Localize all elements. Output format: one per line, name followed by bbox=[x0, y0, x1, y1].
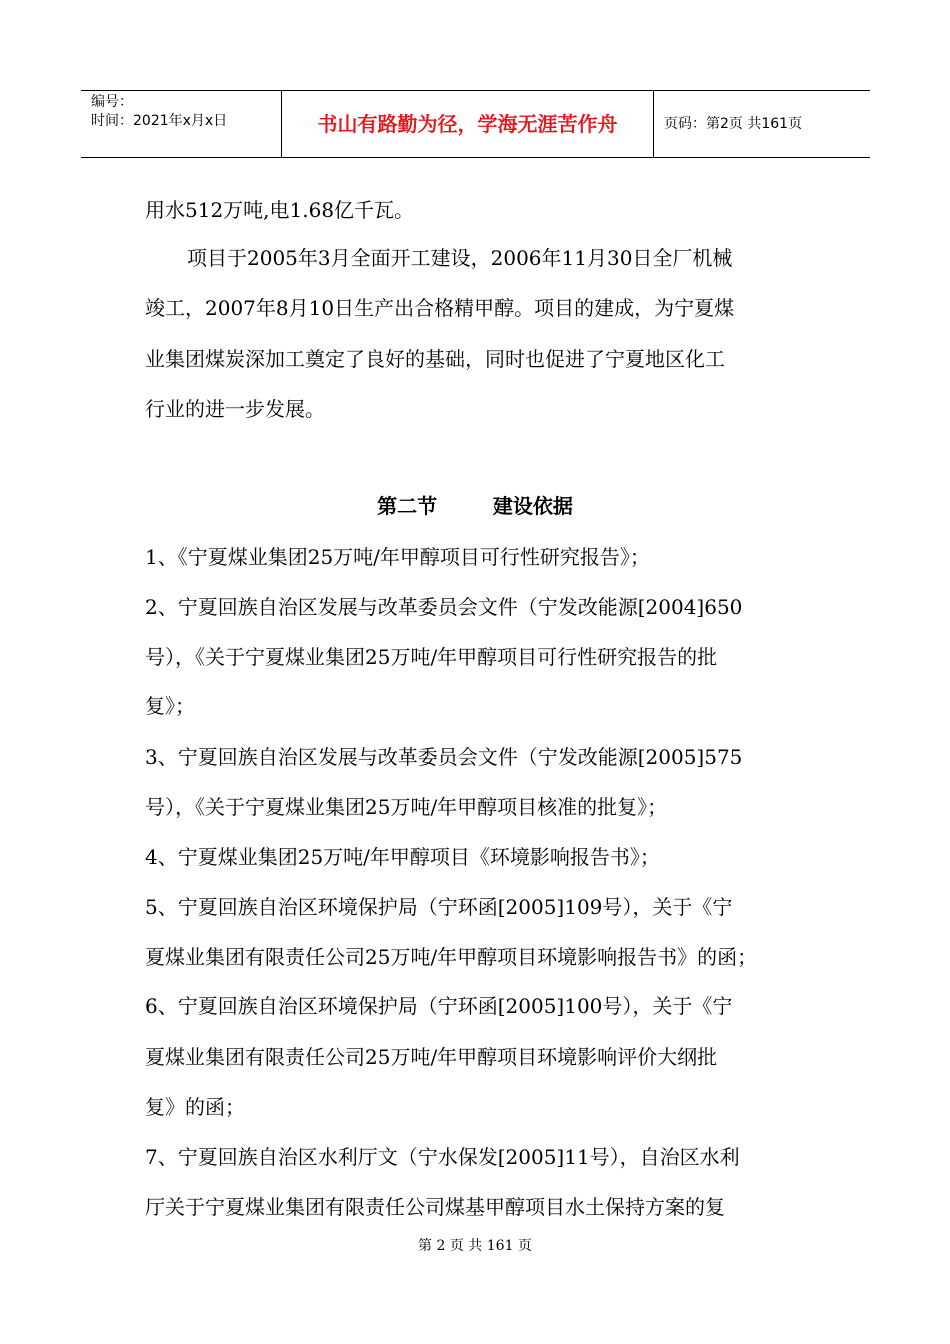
body-line: 竣工，2007年8月10日生产出合格精甲醇。项目的建成，为宁夏煤 bbox=[145, 296, 735, 320]
basis-line: 夏煤业集团有限责任公司25万吨/年甲醇项目环境影响报告书》的函； bbox=[145, 945, 758, 969]
body-line: 用水512万吨,电1.68亿千瓦。 bbox=[145, 198, 415, 222]
header-motto: 书山有路勤为径，学海无涯苦作舟 bbox=[281, 91, 654, 157]
basis-line: 夏煤业集团有限责任公司25万吨/年甲醇项目环境影响评价大纲批 bbox=[145, 1045, 718, 1069]
body-line: 行业的进一步发展。 bbox=[145, 397, 325, 421]
basis-line: 号），《关于宁夏煤业集团25万吨/年甲醇项目可行性研究报告的批 bbox=[145, 645, 718, 669]
basis-line: 5、宁夏回族自治区环境保护局（宁环函[2005]109号），关于《宁 bbox=[145, 895, 733, 919]
section-number: 第二节 bbox=[377, 494, 438, 518]
basis-line: 6、宁夏回族自治区环境保护局（宁环函[2005]100号），关于《宁 bbox=[145, 994, 733, 1018]
header-page-info: 页码：第2页 共161页 bbox=[664, 116, 803, 132]
basis-line: 3、宁夏回族自治区发展与改革委员会文件（宁发改能源[2005]575 bbox=[145, 745, 743, 769]
section-heading bbox=[0, 492, 950, 520]
basis-line: 复》； bbox=[145, 694, 195, 718]
document-number-label: 编号： bbox=[91, 94, 133, 110]
page-footer: 第 2 页 共 161 页 bbox=[418, 1238, 532, 1254]
basis-line: 厅关于宁夏煤业集团有限责任公司煤基甲醇项目水土保持方案的复 bbox=[145, 1195, 725, 1219]
header-meta bbox=[81, 91, 281, 157]
basis-line: 复》的函； bbox=[145, 1095, 245, 1119]
document-time-label: 时间：2021年x月x日 bbox=[91, 113, 228, 129]
basis-line: 7、宁夏回族自治区水利厅文（宁水保发[2005]11号），自治区水利 bbox=[145, 1145, 740, 1169]
header-table bbox=[81, 90, 870, 158]
section-title: 建设依据 bbox=[492, 494, 573, 518]
basis-line: 2、宁夏回族自治区发展与改革委员会文件（宁发改能源[2004]650 bbox=[145, 595, 743, 619]
basis-line: 号），《关于宁夏煤业集团25万吨/年甲醇项目核准的批复》； bbox=[145, 795, 668, 819]
body-line: 业集团煤炭深加工奠定了良好的基础，同时也促进了宁夏地区化工 bbox=[145, 347, 725, 371]
basis-line: 1、《宁夏煤业集团25万吨/年甲醇项目可行性研究报告》； bbox=[145, 545, 650, 569]
basis-line: 4、宁夏煤业集团25万吨/年甲醇项目《环境影响报告书》； bbox=[145, 845, 660, 869]
body-line: 项目于2005年3月全面开工建设，2006年11月30日全厂机械 bbox=[187, 246, 733, 270]
